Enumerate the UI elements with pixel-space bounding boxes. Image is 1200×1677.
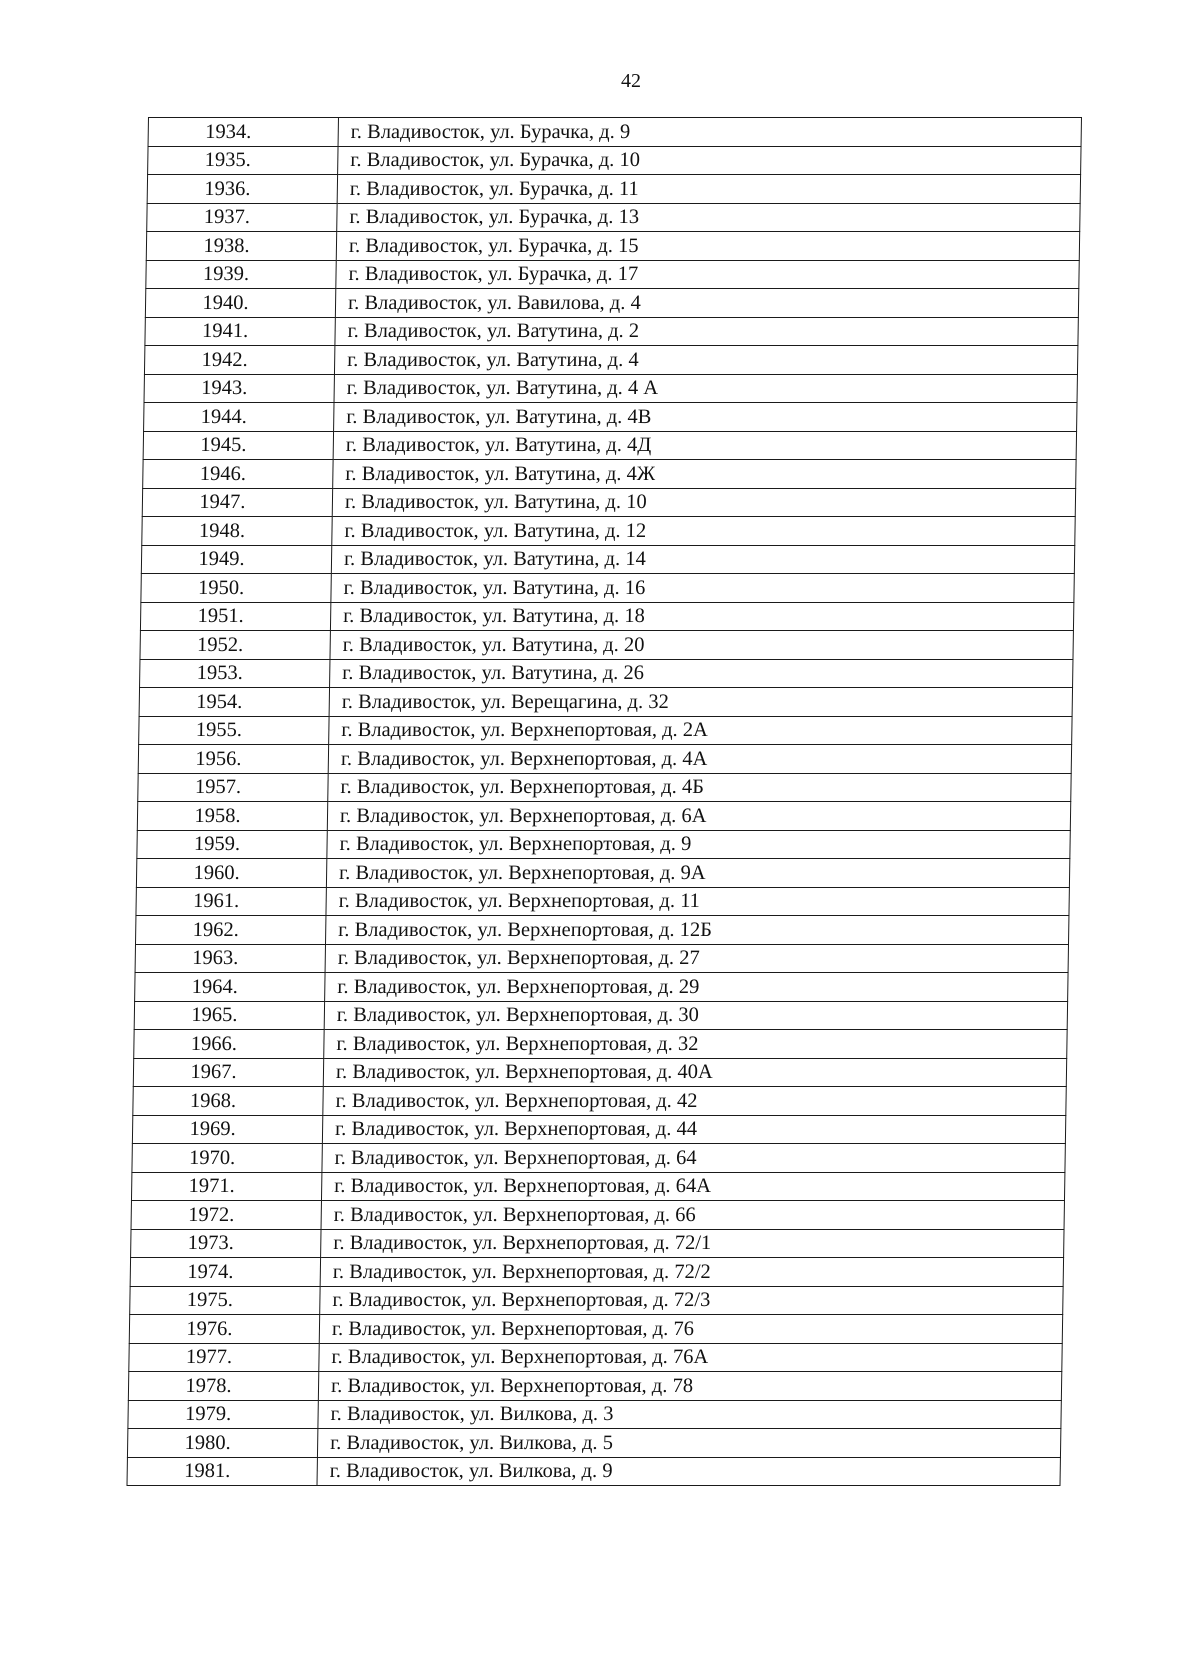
row-number: 1955.	[139, 716, 329, 745]
table-row	[144, 346, 1077, 375]
table-row	[144, 403, 1077, 432]
table-row	[138, 773, 1071, 802]
row-number: 1967.	[133, 1058, 323, 1087]
row-address: г. Владивосток, ул. Верхнепортовая, д. 4А	[328, 745, 1071, 774]
table-row	[133, 1087, 1066, 1116]
row-address: г. Владивосток, ул. Верхнепортовая, д. 9А	[326, 859, 1069, 888]
table-row	[129, 1343, 1062, 1372]
table-row	[130, 1286, 1063, 1315]
row-address: г. Владивосток, ул. Бурачка, д. 15	[336, 232, 1079, 261]
table-row	[140, 631, 1073, 660]
table-row	[141, 574, 1074, 603]
table-row	[146, 232, 1079, 261]
table-row	[127, 1429, 1060, 1458]
row-number: 1981.	[127, 1457, 317, 1486]
row-address: г. Владивосток, ул. Вавилова, д. 4	[335, 289, 1078, 318]
table-row	[131, 1172, 1064, 1201]
table-row	[142, 517, 1075, 546]
row-address: г. Владивосток, ул. Верхнепортовая, д. 44	[322, 1115, 1065, 1144]
table-row	[132, 1115, 1065, 1144]
row-address: г. Владивосток, ул. Верхнепортовая, д. 64	[322, 1144, 1065, 1173]
row-address: г. Владивосток, ул. Ватутина, д. 14	[331, 545, 1074, 574]
row-number: 1951.	[140, 602, 330, 631]
row-number: 1970.	[132, 1144, 322, 1173]
table-row	[132, 1144, 1065, 1173]
row-address: г. Владивосток, ул. Ватутина, д. 4 А	[334, 374, 1077, 403]
row-number: 1952.	[140, 631, 330, 660]
address-table	[126, 117, 1082, 1486]
row-number: 1974.	[130, 1258, 320, 1287]
row-address: г. Владивосток, ул. Вилкова, д. 9	[317, 1457, 1060, 1486]
row-address: г. Владивосток, ул. Вилкова, д. 5	[317, 1429, 1060, 1458]
row-number: 1956.	[138, 745, 328, 774]
row-address: г. Владивосток, ул. Бурачка, д. 13	[337, 203, 1080, 232]
table-row	[147, 203, 1080, 232]
row-number: 1957.	[138, 773, 328, 802]
table-row	[128, 1400, 1061, 1429]
row-address: г. Владивосток, ул. Верхнепортовая, д. 27	[325, 944, 1068, 973]
row-address: г. Владивосток, ул. Ватутина, д. 18	[330, 602, 1073, 631]
table-row	[134, 1030, 1067, 1059]
row-address: г. Владивосток, ул. Верхнепортовая, д. 2А	[329, 716, 1072, 745]
row-address: г. Владивосток, ул. Верхнепортовая, д. 78	[318, 1372, 1061, 1401]
row-address: г. Владивосток, ул. Верхнепортовая, д. 11	[326, 887, 1069, 916]
table-row	[134, 1001, 1067, 1030]
row-address: г. Владивосток, ул. Вилкова, д. 3	[318, 1400, 1061, 1429]
row-address: г. Владивосток, ул. Ватутина, д. 26	[330, 659, 1073, 688]
table-row	[143, 460, 1076, 489]
table-row	[147, 175, 1080, 204]
row-address: г. Владивосток, ул. Верхнепортовая, д. 64А	[321, 1172, 1064, 1201]
row-number: 1968.	[133, 1087, 323, 1116]
table-row	[142, 488, 1075, 517]
row-number: 1936.	[147, 175, 337, 204]
row-number: 1935.	[148, 146, 338, 175]
row-address: г. Владивосток, ул. Верхнепортовая, д. 76А	[319, 1343, 1062, 1372]
row-number: 1939.	[146, 260, 336, 289]
row-number: 1959.	[137, 830, 327, 859]
table-row	[144, 374, 1077, 403]
row-number: 1965.	[134, 1001, 324, 1030]
row-number: 1934.	[148, 118, 338, 147]
table-row	[139, 688, 1072, 717]
table-row	[130, 1258, 1063, 1287]
row-number: 1980.	[127, 1429, 317, 1458]
row-number: 1971.	[131, 1172, 321, 1201]
row-number: 1940.	[145, 289, 335, 318]
table-row	[136, 916, 1069, 945]
row-address: г. Владивосток, ул. Ватутина, д. 2	[335, 317, 1078, 346]
row-number: 1977.	[129, 1343, 319, 1372]
row-address: г. Владивосток, ул. Бурачка, д. 17	[336, 260, 1079, 289]
table-row	[129, 1315, 1062, 1344]
row-address: г. Владивосток, ул. Ватутина, д. 4В	[334, 403, 1077, 432]
table-row	[148, 118, 1081, 147]
row-number: 1948.	[142, 517, 332, 546]
row-address: г. Владивосток, ул. Верхнепортовая, д. 30	[324, 1001, 1067, 1030]
table-row	[140, 659, 1073, 688]
table-row	[148, 146, 1081, 175]
row-number: 1949.	[141, 545, 331, 574]
table-row	[145, 317, 1078, 346]
row-number: 1937.	[147, 203, 337, 232]
row-number: 1944.	[144, 403, 334, 432]
row-number: 1954.	[139, 688, 329, 717]
row-number: 1978.	[128, 1372, 318, 1401]
row-address: г. Владивосток, ул. Верхнепортовая, д. 72/1	[321, 1229, 1064, 1258]
row-address: г. Владивосток, ул. Верхнепортовая, д. 76	[319, 1315, 1062, 1344]
row-address: г. Владивосток, ул. Ватутина, д. 4Ж	[333, 460, 1076, 489]
row-number: 1963.	[135, 944, 325, 973]
row-number: 1946.	[143, 460, 333, 489]
row-address: г. Владивосток, ул. Ватутина, д. 10	[332, 488, 1075, 517]
table-row	[131, 1201, 1064, 1230]
row-address: г. Владивосток, ул. Бурачка, д. 10	[338, 146, 1081, 175]
row-address: г. Владивосток, ул. Верещагина, д. 32	[329, 688, 1072, 717]
row-address: г. Владивосток, ул. Ватутина, д. 16	[331, 574, 1074, 603]
row-address: г. Владивосток, ул. Верхнепортовая, д. 4Б	[328, 773, 1071, 802]
row-number: 1962.	[136, 916, 326, 945]
row-address: г. Владивосток, ул. Верхнепортовая, д. 29	[325, 973, 1068, 1002]
table-row	[131, 1229, 1064, 1258]
table-row	[141, 545, 1074, 574]
table-row	[133, 1058, 1066, 1087]
address-table-body	[127, 118, 1081, 1486]
row-number: 1975.	[130, 1286, 320, 1315]
table-row	[136, 859, 1069, 888]
row-address: г. Владивосток, ул. Верхнепортовая, д. 66	[321, 1201, 1064, 1230]
row-address: г. Владивосток, ул. Бурачка, д. 11	[337, 175, 1080, 204]
row-address: г. Владивосток, ул. Верхнепортовая, д. 72/3	[320, 1286, 1063, 1315]
table-row	[146, 260, 1079, 289]
row-number: 1964.	[135, 973, 325, 1002]
row-address: г. Владивосток, ул. Верхнепортовая, д. 12Б	[326, 916, 1069, 945]
row-address: г. Владивосток, ул. Верхнепортовая, д. 9	[327, 830, 1070, 859]
row-address: г. Владивосток, ул. Ватутина, д. 4Д	[333, 431, 1076, 460]
table-row	[127, 1457, 1060, 1486]
table-row	[140, 602, 1073, 631]
table-row	[128, 1372, 1061, 1401]
table-row	[135, 944, 1068, 973]
row-number: 1950.	[141, 574, 331, 603]
row-address: г. Владивосток, ул. Верхнепортовая, д. 6А	[327, 802, 1070, 831]
row-number: 1942.	[144, 346, 334, 375]
row-number: 1976.	[129, 1315, 319, 1344]
page-number: 42	[621, 70, 641, 92]
row-address: г. Владивосток, ул. Верхнепортовая, д. 42	[323, 1087, 1066, 1116]
row-number: 1938.	[146, 232, 336, 261]
table-row	[135, 973, 1068, 1002]
row-number: 1972.	[131, 1201, 321, 1230]
row-number: 1941.	[145, 317, 335, 346]
table-row	[143, 431, 1076, 460]
row-address: г. Владивосток, ул. Верхнепортовая, д. 40А	[323, 1058, 1066, 1087]
row-address: г. Владивосток, ул. Ватутина, д. 12	[332, 517, 1075, 546]
row-address: г. Владивосток, ул. Бурачка, д. 9	[338, 118, 1081, 147]
table-row	[137, 830, 1070, 859]
row-number: 1958.	[137, 802, 327, 831]
row-number: 1979.	[128, 1400, 318, 1429]
table-row	[145, 289, 1078, 318]
table-row	[139, 716, 1072, 745]
row-address: г. Владивосток, ул. Верхнепортовая, д. 32	[324, 1030, 1067, 1059]
row-number: 1960.	[136, 859, 326, 888]
row-number: 1947.	[142, 488, 332, 517]
row-number: 1945.	[143, 431, 333, 460]
row-address: г. Владивосток, ул. Верхнепортовая, д. 72/2	[320, 1258, 1063, 1287]
row-number: 1953.	[140, 659, 330, 688]
row-number: 1966.	[134, 1030, 324, 1059]
row-number: 1961.	[136, 887, 326, 916]
table-row	[136, 887, 1069, 916]
row-address: г. Владивосток, ул. Ватутина, д. 20	[330, 631, 1073, 660]
row-address: г. Владивосток, ул. Ватутина, д. 4	[334, 346, 1077, 375]
row-number: 1973.	[131, 1229, 321, 1258]
table-row	[137, 802, 1070, 831]
table-row	[138, 745, 1071, 774]
row-number: 1969.	[132, 1115, 322, 1144]
row-number: 1943.	[144, 374, 334, 403]
